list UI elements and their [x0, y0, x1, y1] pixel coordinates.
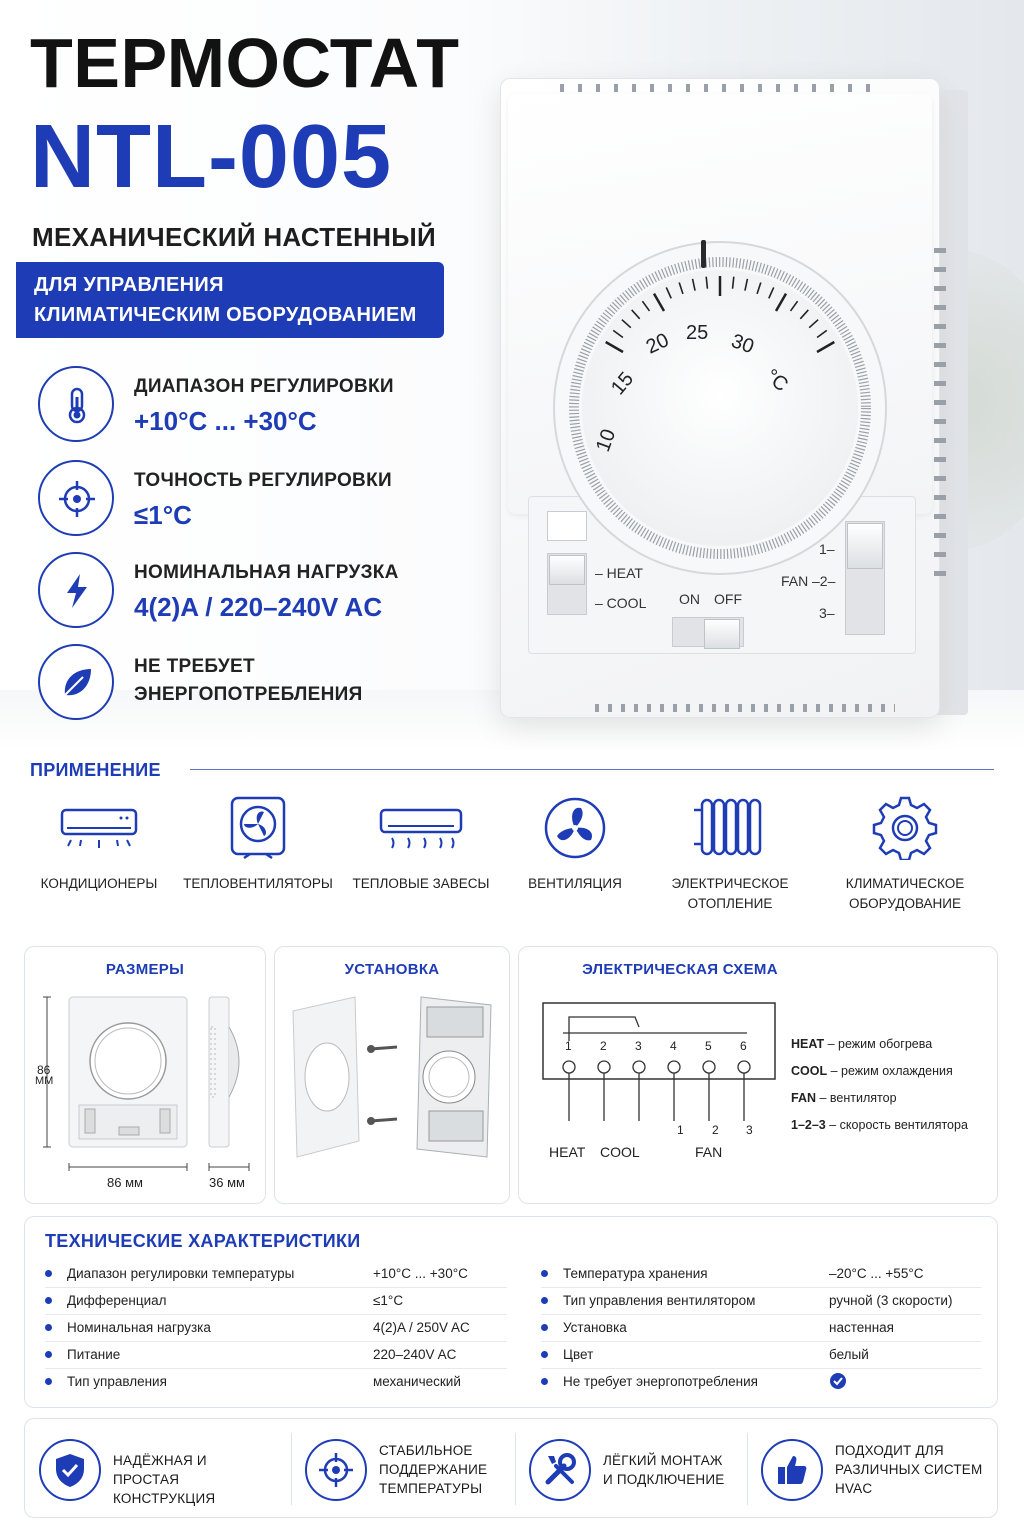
terminal-4: 4 — [670, 1039, 677, 1053]
dimensions-title: РАЗМЕРЫ — [105, 961, 185, 978]
dial-label-25: 25 — [686, 322, 709, 344]
terminal-1: 1 — [565, 1039, 572, 1053]
hero-section — [0, 0, 1024, 750]
fan-speed-3: 3– — [819, 605, 835, 621]
feature-accuracy — [38, 460, 508, 540]
purpose-banner — [16, 262, 444, 338]
wiring-cool-label: COOL — [600, 1144, 640, 1160]
heat-label: – HEAT — [595, 565, 643, 581]
app-electric-heating — [645, 796, 815, 914]
top-vents — [560, 84, 880, 92]
spec-row: Диапазон регулировки температуры +10°C ... +30°C — [45, 1261, 507, 1288]
tools-icon — [529, 1439, 591, 1501]
fan-speed-2: –2– — [812, 573, 836, 589]
fan-heater-icon — [218, 796, 298, 860]
terminal-2: 2 — [600, 1039, 607, 1053]
side-vents — [934, 248, 946, 578]
benefit-text: СТАБИЛЬНОЕ ПОДДЕРЖАНИЕ ТЕМПЕРАТУРЫ — [379, 1443, 488, 1496]
feature-range — [38, 366, 508, 446]
spec-row: Цвет белый — [541, 1342, 981, 1369]
installation-card — [274, 946, 510, 1204]
fan-speed-terminal-3: 3 — [746, 1123, 753, 1137]
banner-line-2: КЛИМАТИЧЕСКИМ ОБОРУДОВАНИЕМ — [34, 304, 417, 326]
wiring-heat-label: HEAT — [549, 1144, 586, 1160]
fan-label: FAN — [781, 573, 809, 589]
product-subtitle: МЕХАНИЧЕСКИЙ НАСТЕННЫЙ — [32, 222, 436, 252]
benefit-reliable — [25, 1419, 285, 1519]
app-label-line-2: ОБОРУДОВАНИЕ — [848, 896, 962, 911]
height-value: 86 — [37, 1063, 51, 1077]
spec-row: Не требует энергопотребления — [541, 1369, 981, 1396]
wiring-diagram — [541, 1001, 781, 1121]
benefits-card — [24, 1418, 998, 1518]
radiator-icon — [690, 796, 770, 860]
benefit-hvac — [747, 1419, 999, 1519]
application-title: ПРИМЕНЕНИЕ — [30, 760, 161, 780]
dial-label-unit: °C — [760, 364, 793, 397]
thumbs-up-icon — [761, 1439, 823, 1501]
dimensions-card — [24, 946, 266, 1204]
thermometer-icon — [38, 366, 114, 442]
specs-card — [24, 1216, 998, 1408]
specs-title: ТЕХНИЧЕСКИЕ ХАРАКТЕРИСТИКИ — [45, 1231, 361, 1251]
feature-no-power — [38, 644, 508, 724]
depth-value: 36 мм — [209, 1175, 245, 1190]
bottom-vents — [595, 704, 895, 712]
feature-no-power-line-1: НЕ ТРЕБУЕТ — [134, 656, 255, 677]
installation-drawing — [287, 991, 502, 1171]
app-air-conditioner — [14, 796, 184, 894]
app-climate-equipment — [820, 796, 990, 914]
spec-row: Питание 220–240V AC — [45, 1342, 507, 1369]
feature-no-power-line-2: ЭНЕРГОПОТРЕБЛЕНИЯ — [134, 684, 363, 705]
dial-label-10: 10 — [592, 426, 621, 455]
dial-pointer — [701, 240, 706, 268]
app-air-curtain — [336, 796, 506, 894]
benefit-text: НАДЁЖНАЯ И ПРОСТАЯ КОНСТРУКЦИЯ — [113, 1453, 216, 1506]
app-label-line-1: ЭЛЕКТРИЧЕСКОЕ — [671, 876, 789, 891]
spec-row: Температура хранения –20°C ... +55°C — [541, 1261, 981, 1288]
fan-icon — [535, 796, 615, 860]
spec-row: Установка настенная — [541, 1315, 981, 1342]
spec-row: Номинальная нагрузка 4(2)A / 250V AC — [45, 1315, 507, 1342]
feature-load — [38, 552, 508, 632]
legend-fan: FAN – вентилятор — [791, 1091, 897, 1105]
application-divider — [190, 769, 994, 770]
crosshair-icon — [38, 460, 114, 536]
terminal-5: 5 — [705, 1039, 712, 1053]
feature-range-value: +10°C ... +30°C — [134, 406, 317, 436]
shield-check-icon — [39, 1439, 101, 1501]
on-label: ON — [679, 591, 700, 607]
app-label: ТЕПЛОВЕНТИЛЯТОРЫ — [183, 876, 333, 891]
app-label-line-2: ОТОПЛЕНИЕ — [687, 896, 773, 911]
legend-speed: 1–2–3 – скорость вентилятора — [791, 1118, 968, 1132]
lightning-icon — [38, 552, 114, 628]
installation-title: УСТАНОВКА — [344, 961, 440, 978]
wiring-fan-label: FAN — [695, 1144, 723, 1160]
cool-label: – COOL — [595, 595, 647, 611]
height-unit: ММ — [35, 1075, 54, 1087]
dimensions-drawing — [35, 987, 260, 1192]
target-icon — [305, 1439, 367, 1501]
benefit-text: ПОДХОДИТ ДЛЯ РАЗЛИЧНЫХ СИСТЕМ HVAC — [835, 1443, 983, 1496]
terminal-3: 3 — [635, 1039, 642, 1053]
legend-heat: HEAT – режим обогрева — [791, 1037, 933, 1051]
app-label: КОНДИЦИОНЕРЫ — [40, 876, 158, 891]
feature-range-label: ДИАПАЗОН РЕГУЛИРОВКИ — [134, 376, 394, 397]
air-conditioner-icon — [59, 796, 139, 860]
app-label-line-1: КЛИМАТИЧЕСКОЕ — [845, 876, 965, 891]
app-label: ВЕНТИЛЯЦИЯ — [528, 876, 622, 891]
app-label: ТЕПЛОВЫЕ ЗАВЕСЫ — [352, 876, 490, 891]
spec-row: Тип управления вентилятором ручной (3 скорости) — [541, 1288, 981, 1315]
spec-row: Тип управления механический — [45, 1369, 507, 1396]
benefit-stable — [291, 1419, 513, 1519]
benefit-install — [515, 1419, 745, 1519]
feature-load-value: 4(2)A / 220–240V AC — [134, 592, 383, 622]
off-label: OFF — [714, 591, 742, 607]
on-off-knob[interactable] — [704, 619, 740, 649]
thermostat-device — [500, 78, 968, 738]
feature-accuracy-label: ТОЧНОСТЬ РЕГУЛИРОВКИ — [134, 470, 392, 491]
banner-line-1: ДЛЯ УПРАВЛЕНИЯ — [34, 274, 224, 296]
dial-label-30: 30 — [728, 330, 757, 359]
fan-speed-terminal-1: 1 — [677, 1123, 684, 1137]
fan-speed-1: 1– — [819, 541, 835, 557]
dial-label-20: 20 — [642, 329, 673, 359]
temperature-dial[interactable] — [550, 238, 890, 578]
wiring-card — [518, 946, 998, 1204]
feature-load-label: НОМИНАЛЬНАЯ НАГРУЗКА — [134, 562, 399, 583]
app-fan-heater — [173, 796, 343, 894]
gear-icon — [865, 796, 945, 860]
wiring-title: ЭЛЕКТРИЧЕСКАЯ СХЕМА — [582, 961, 778, 978]
width-value: 86 мм — [107, 1175, 143, 1190]
dial-label-15: 15 — [606, 368, 639, 400]
product-model: NTL-005 — [30, 107, 393, 207]
legend-cool: COOL – режим охлаждения — [791, 1064, 953, 1078]
fan-speed-terminal-2: 2 — [712, 1123, 719, 1137]
leaf-icon — [38, 644, 114, 720]
terminal-6: 6 — [740, 1039, 747, 1053]
check-icon — [829, 1372, 847, 1393]
feature-accuracy-value: ≤1°C — [134, 500, 192, 530]
benefit-text: ЛЁГКИЙ МОНТАЖ И ПОДКЛЮЧЕНИЕ — [603, 1453, 725, 1487]
spec-row: Дифференциал ≤1°C — [45, 1288, 507, 1315]
air-curtain-icon — [378, 796, 464, 860]
product-title: ТЕРМОСТАТ — [30, 24, 460, 102]
app-ventilation — [490, 796, 660, 894]
